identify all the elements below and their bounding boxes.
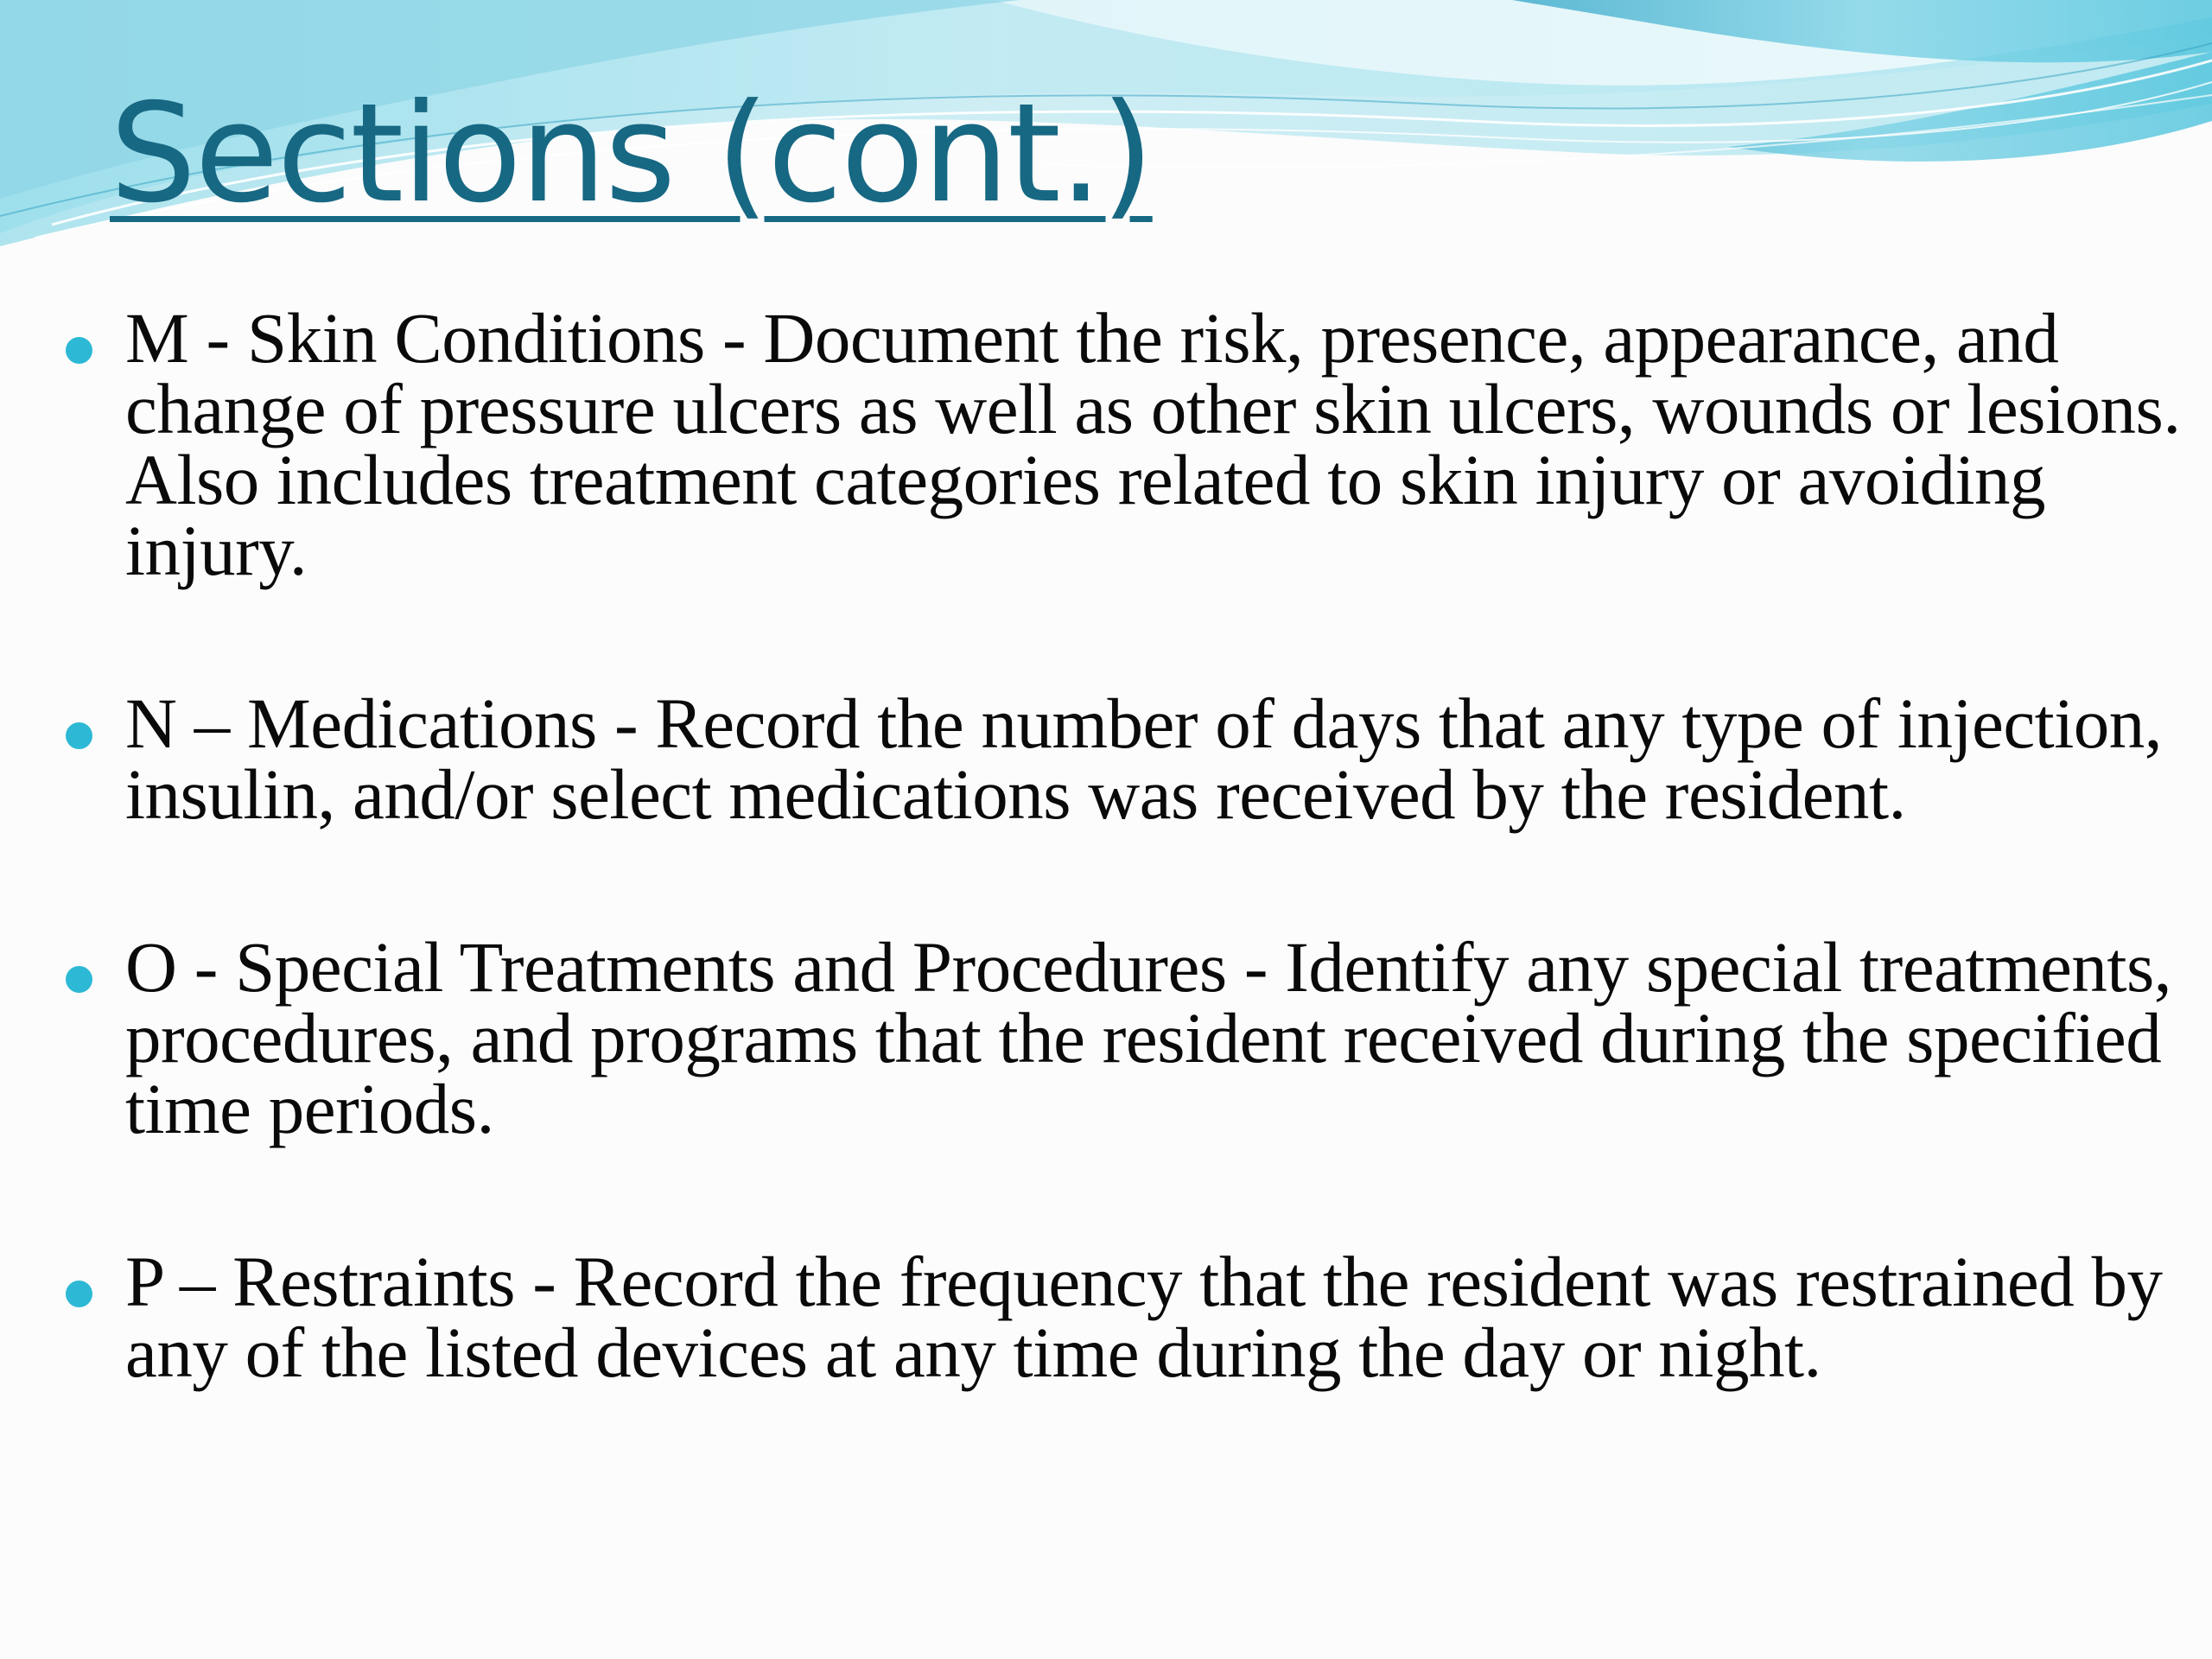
bullet-text: N – Medications - Record the number of days that any type of injection, insulin, and/or select medications was received by the resident. bbox=[125, 683, 2163, 834]
bullet-item-special-treatments bbox=[0, 927, 2212, 1148]
bullet-text: O - Special Treatments and Procedures - Identify any special treatments, procedures, and programs that the resident received during the specified time periods. bbox=[125, 927, 2172, 1148]
bullet-dot-icon bbox=[66, 1281, 92, 1307]
bullet-item-restraints bbox=[0, 1242, 2212, 1392]
bullet-dot-icon bbox=[66, 722, 92, 749]
bullet-text: P – Restraints - Record the frequency that the resident was restrained by any of the listed devices at any time during the day or night. bbox=[125, 1242, 2163, 1392]
bullet-dot-icon bbox=[66, 337, 92, 364]
bullet-text: M - Skin Conditions - Document the risk, presence, appearance, and change of pressure ulcers as well as other skin ulcers, wounds or lesions. Also includes treatment categories related to skin injury or avoiding injury. bbox=[125, 298, 2181, 590]
bullet-list bbox=[0, 298, 2212, 1490]
slide-title: Sections (cont.) bbox=[110, 74, 1153, 233]
bullet-dot-icon bbox=[66, 966, 92, 993]
bullet-item-medications bbox=[0, 683, 2212, 834]
bullet-item-skin-conditions bbox=[0, 298, 2212, 590]
